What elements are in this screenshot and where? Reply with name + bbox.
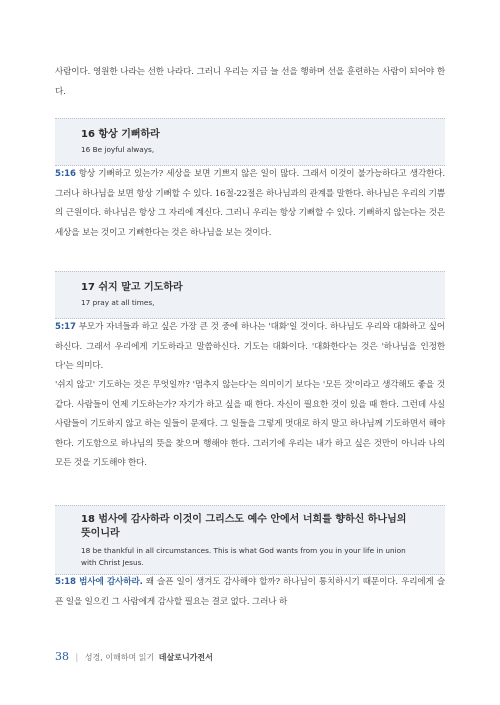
- verse-heading-ko: 16 항상 기뻐하라: [81, 129, 160, 140]
- verse-heading-ko: 17 쉬지 말고 기도하라: [81, 282, 183, 293]
- verse-heading-en: 17 pray at all times,: [81, 298, 155, 307]
- series-title: 성경, 이해하며 읽기: [84, 653, 155, 662]
- intro-text: 사람이다. 영원한 나라는 선한 나라다. 그러니 우리는 지금 늘 선을 행하며 선을 훈련하는 사람이 되어야 한다.: [55, 67, 445, 97]
- page-footer: [55, 650, 213, 663]
- commentary-paragraph-16: [55, 165, 445, 243]
- verse-ref: 5:16: [55, 169, 76, 179]
- footer-separator: |: [75, 653, 79, 662]
- page-number: 38: [55, 650, 69, 663]
- verse-heading-ko: 18 범사에 감사하라 이것이 그리스도 예수 안에서 너희를 향하신 하나님의 뜻이니라: [81, 514, 407, 539]
- verse-box-17: [55, 271, 445, 319]
- commentary-text: 항상 기뻐하고 있는가? 세상을 보면 기쁘지 않은 일이 많다. 그래서 이것이 불가능하다고 생각한다. 그러나 하나님을 보면 항상 기뻐할 수 있다. 16절-22절은 하나님과의 관계를 말한다. 하나님은 우리의 기쁨의 근원이다. 하나님은 항상 그 자리에 계신다. 그러니 우리는 항상 기뻐할 수 있다. 기뻐하지 않는다는 것은 세상을 보는 것이고 기뻐한다는 것은 하나님을 보는 것이다.: [55, 169, 445, 238]
- verse-ref: 5:18 범사에 감사하라.: [55, 577, 143, 587]
- intro-paragraph: [55, 63, 445, 102]
- commentary-text: 왜 슬픈 일이 생겨도 감사해야 할까? 하나님이 통치하시기 때문이다. 우리에게 슬픈 일을 일으킨 그 사람에게 감사할 필요는 결코 없다. 그러나 하: [55, 577, 445, 607]
- book-title: 데살로니가전서: [158, 653, 213, 662]
- verse-ref: 5:17: [55, 322, 76, 332]
- commentary-paragraph-18: [55, 573, 445, 612]
- verse-heading-en: 16 Be joyful always,: [81, 145, 155, 154]
- commentary-text: 부모가 자녀들과 하고 싶은 가장 큰 것 중에 하나는 '대화'일 것이다. 하나님도 우리와 대화하고 싶어하신다. 그래서 우리에게 기도하라고 말씀하신다. 기도는 대화이다. '대화한다'는 것은 '하나님을 인정한다'는 의미다.: [55, 322, 445, 371]
- verse-heading-en: 18 be thankful in all circumstances. This is what God wants from you in your life in union with Christ Jesus.: [81, 546, 406, 567]
- verse-box-16: [55, 118, 445, 166]
- commentary-paragraph-17b: [55, 376, 445, 474]
- commentary-paragraph-17: [55, 318, 445, 377]
- verse-box-18: [55, 505, 445, 575]
- commentary-text: '쉬지 않고' 기도하는 것은 무엇일까? '멈추지 않는다'는 의미이기 보다는 '모든 것'이라고 생각해도 좋을 것 같다. 사람들이 언제 기도하는가? 자기가 하고 싶을 때 한다. 자신이 필요한 것이 있을 때 한다. 그런데 사실 사람들이 기도하지 않고 하는 일들이 문제다. 그 일들을 그렇게 멋대로 하지 말고 하나님께 기도하면서 해야 한다. 기도함으로 하나님의 뜻을 찾으며 행해야 한다. 그러기에 우리는 내가 하고 싶은 것만이 아니라 나의 모든 것을 기도해야 한다.: [55, 380, 445, 468]
